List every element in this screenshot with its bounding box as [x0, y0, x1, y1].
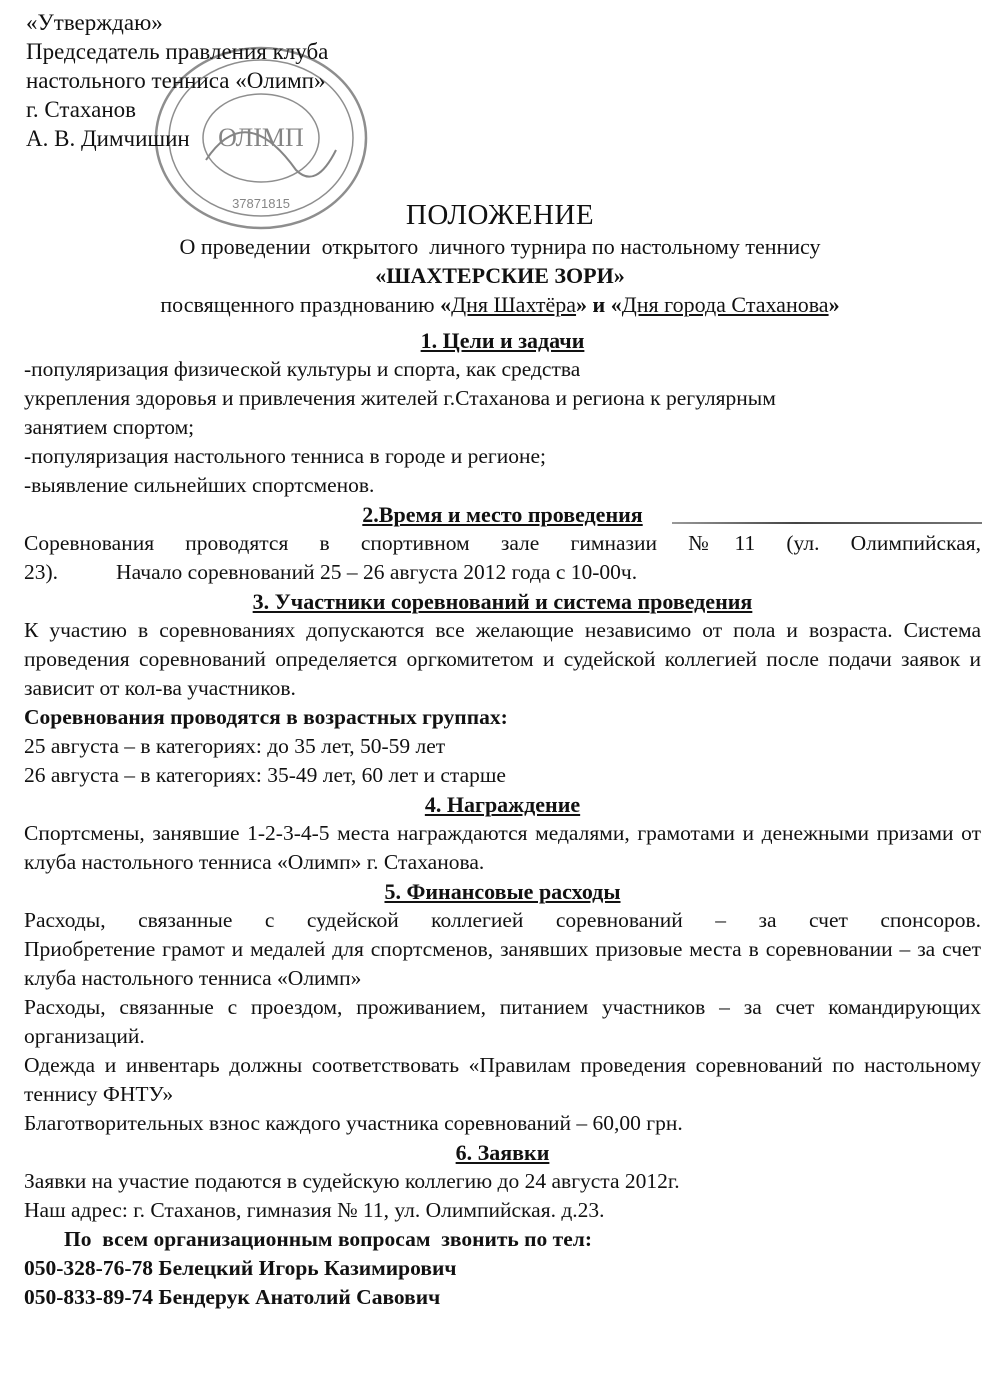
event-name: «ШАХТЕРСКИЕ ЗОРИ» — [375, 263, 625, 288]
section-heading-applications: 6. Заявки — [455, 1140, 550, 1165]
approval-block — [26, 8, 328, 153]
approval-line: г. Стаханов — [26, 97, 136, 122]
awards-text: Спортсмены, занявшие 1-2-3-4-5 места награждаются медалями, грамотами и денежными призами от клуба настольного тенниса «Олимп» г. Стаханова. — [24, 821, 981, 874]
section-heading-participants: 3. Участники соревнований и система проведения — [252, 589, 753, 614]
approval-line: настольного тенниса «Олимп» — [26, 68, 326, 93]
finance-text: Приобретение грамот и медалей для спортсменов, занявших призовые места в соревновании – за счет клуба настольного тенниса «Олимп» — [24, 937, 981, 990]
age-group-item: 26 августа – в категориях: 35-49 лет, 60 лет и старше — [24, 763, 506, 787]
quote-mid: » и « — [576, 292, 622, 317]
document-body — [24, 326, 981, 1312]
start-date: Начало соревнований 25 – 26 августа 2012 года с 10-00ч. — [116, 560, 638, 584]
goal-item: -популяризация настольного тенниса в городе и регионе; — [24, 444, 547, 468]
document-header — [0, 198, 1000, 319]
address-text: Наш адрес: г. Стаханов, гимназия № 11, ул. Олимпийская. д.23. — [24, 1198, 605, 1222]
goal-item: -выявление сильнейших спортсменов. — [24, 473, 375, 497]
quote-open: « — [440, 292, 452, 317]
contact-phone: 050-328-76-78 Белецкий Игорь Казимирович — [24, 1256, 457, 1280]
age-groups-heading: Соревнования проводятся в возрастных группах: — [24, 705, 508, 729]
stamp-center-text: ОЛІМП — [218, 123, 304, 152]
quote-close: » — [828, 292, 840, 317]
miner-day: Дня Шахтёра — [451, 292, 577, 317]
section-heading-time-place: 2.Время и место проведения — [362, 502, 643, 527]
stamp-number: 37871815 — [232, 196, 290, 211]
contacts-intro: По всем организационным вопросам звонить по тел: — [64, 1227, 592, 1251]
goal-item-cont: занятием спортом; — [24, 415, 195, 439]
goal-item-cont: укрепления здоровья и привлечения жителей г.Стаханова и региона к регулярным — [24, 386, 776, 410]
document-subtitle: О проведении открытого личного турнира по настольному теннису — [179, 234, 821, 259]
section-heading-finance: 5. Финансовые расходы — [384, 879, 621, 904]
section-heading-goals: 1. Цели и задачи — [420, 328, 585, 353]
start-text — [24, 558, 981, 587]
participants-text: К участию в соревнованиях допускаются все желающие независимо от пола и возраста. Система проведения соревнований определяется оргкомитетом и судейской коллегией после подачи заявок и зависит от кол-ва участников. — [24, 618, 981, 700]
approval-line: «Утверждаю» — [26, 10, 163, 35]
contact-phone: 050-833-89-74 Бендерук Анатолий Савович — [24, 1285, 441, 1309]
dedication-line — [0, 290, 1000, 319]
city-day: Дня города Стаханова — [621, 292, 829, 317]
entry-fee-text: Благотворительных взнос каждого участника соревнований – 60,00 грн. — [24, 1111, 683, 1135]
document-title: ПОЛОЖЕНИЕ — [405, 199, 595, 231]
approval-signatory: А. В. Димчишин — [26, 126, 190, 151]
finance-text: Расходы, связанные с проездом, проживанием, питанием участников – за счет командирующих организаций. — [24, 995, 981, 1048]
goal-item: -популяризация физической культуры и спорта, как средства — [24, 357, 581, 381]
section-heading-awards: 4. Награждение — [424, 792, 581, 817]
venue-text: Соревнования проводятся в спортивном зале гимназии №11 (ул. Олимпийская, — [24, 531, 981, 555]
age-group-item: 25 августа – в категориях: до 35 лет, 50-59 лет — [24, 734, 446, 758]
applications-deadline: Заявки на участие подаются в судейскую коллегию до 24 августа 2012г. — [24, 1169, 680, 1193]
finance-text: Одежда и инвентарь должны соответствовать «Правилам проведения соревнований по настольному теннису ФНТУ» — [24, 1053, 981, 1106]
approval-line: Председатель правления клуба — [26, 39, 329, 64]
dedication-prefix: посвященного празднованию — [160, 292, 441, 317]
finance-text: Расходы, связанные с судейской коллегией соревнований – за счет спонсоров. — [24, 908, 981, 932]
venue-house-number: 23). — [24, 560, 59, 584]
